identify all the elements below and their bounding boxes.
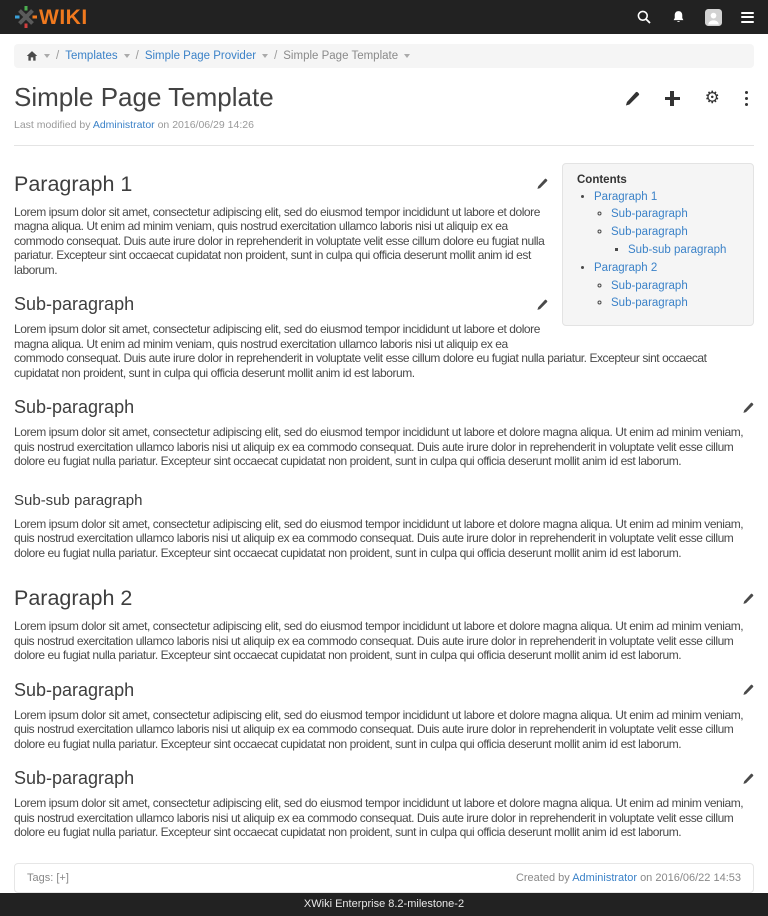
modified-date: on 2016/06/29 14:26 xyxy=(157,118,254,131)
add-tag-button[interactable]: [+] xyxy=(56,871,69,884)
create-page-button[interactable] xyxy=(665,91,680,106)
edit-section-button[interactable] xyxy=(536,178,548,190)
xwiki-wordmark: WIKI xyxy=(39,5,88,29)
toc-item xyxy=(611,206,745,224)
section-heading xyxy=(14,492,754,509)
content-section xyxy=(14,680,754,752)
breadcrumb-separator: / xyxy=(56,50,60,62)
chevron-down-icon[interactable] xyxy=(404,54,410,58)
section-title: Paragraph 1 xyxy=(14,171,133,196)
xwiki-asterisk-icon xyxy=(14,5,38,29)
content-section xyxy=(14,397,754,469)
pencil-icon xyxy=(742,593,754,605)
plus-icon xyxy=(665,91,680,106)
created-author-link[interactable]: Administrator xyxy=(572,871,637,884)
toc-item xyxy=(628,242,745,260)
contents-panel xyxy=(562,163,754,327)
top-navbar xyxy=(0,0,768,34)
section-title: Sub-sub paragraph xyxy=(14,491,143,509)
toc-item xyxy=(611,224,745,260)
last-modified-line xyxy=(14,119,754,131)
search-button[interactable] xyxy=(636,9,652,25)
edit-section-button[interactable] xyxy=(742,684,754,696)
document-footer xyxy=(14,863,754,893)
page-title: Simple Page Template xyxy=(14,82,274,112)
section-heading xyxy=(14,680,754,701)
section-paragraph: Lorem ipsum dolor sit amet, consectetur adipiscing elit, sed do eiusmod tempor incididunt ut labore et dolore magna aliqua. Ut enim ad minim veniam, quis nostrud exercitation ullamco laboris nisi ut aliquip ex ea commodo consequat. Duis aute irure dolor in reprehenderit in voluptate velit esse cillum dolore eu fugiat nulla pariatur. Excepteur sint occaecat cupidatat non proident, sunt in culpa qui officia deserunt mollit anim id est laborum. xyxy=(14,425,744,469)
section-paragraph: Lorem ipsum dolor sit amet, consectetur adipiscing elit, sed do eiusmod tempor incididunt ut labore et dolore magna aliqua. Ut enim ad minim veniam, quis nostrud exercitation ullamco laboris nisi ut aliquip ex ea commodo consequat. Duis aute irure dolor in reprehenderit in voluptate velit esse cillum dolore eu fugiat nulla pariatur. Excepteur sint occaecat cupidatat non proident, sunt in culpa qui officia deserunt mollit anim id est laborum. xyxy=(14,619,744,663)
content-section xyxy=(14,492,754,561)
home-icon xyxy=(26,50,38,62)
section-paragraph: Lorem ipsum dolor sit amet, consectetur adipiscing elit, sed do eiusmod tempor incididunt ut labore et dolore magna aliqua. Ut enim ad minim veniam, quis nostrud exercitation ullamco laboris nisi ut aliquip ex ea commodo consequat. Duis aute irure dolor in reprehenderit in voluptate velit esse cillum dolore eu fugiat nulla pariatur. Excepteur sint occaecat cupidatat non proident, sunt in culpa qui officia deserunt mollit anim id est laborum. xyxy=(14,796,744,840)
section-title: Sub-paragraph xyxy=(14,768,135,789)
user-avatar xyxy=(705,9,722,26)
toc-item xyxy=(611,295,745,313)
edit-section-button[interactable] xyxy=(742,773,754,785)
section-title: Sub-paragraph xyxy=(14,294,135,315)
edit-page-button[interactable] xyxy=(624,91,640,107)
tags-label: Tags: xyxy=(27,871,54,884)
profile-button[interactable] xyxy=(705,9,722,26)
chevron-down-icon[interactable] xyxy=(124,54,130,58)
section-heading xyxy=(14,397,754,418)
version-text: XWiki Enterprise 8.2-milestone-2 xyxy=(303,897,465,910)
modified-author-link[interactable]: Administrator xyxy=(92,118,155,131)
xwiki-logo[interactable] xyxy=(14,5,88,29)
pencil-icon xyxy=(742,684,754,696)
page-actions xyxy=(624,90,754,107)
edit-section-button[interactable] xyxy=(536,299,548,311)
breadcrumb-separator: / xyxy=(135,50,139,62)
toc-link-paragraph-1[interactable]: Paragraph 1 xyxy=(594,190,658,203)
toc-item xyxy=(611,278,745,296)
kebab-menu-icon xyxy=(745,91,748,106)
section-title: Sub-paragraph xyxy=(14,679,135,700)
pencil-icon xyxy=(536,299,548,311)
tags-area xyxy=(27,872,69,884)
section-heading xyxy=(14,768,754,789)
created-date: on 2016/06/22 14:53 xyxy=(640,871,741,884)
pencil-icon xyxy=(624,91,640,107)
toc-link-sub-paragraph[interactable]: Sub-paragraph xyxy=(611,208,688,221)
content-section xyxy=(14,768,754,840)
page-content xyxy=(0,146,768,850)
chevron-down-icon[interactable] xyxy=(262,54,268,58)
created-prefix: Created by xyxy=(515,871,570,884)
menu-button[interactable] xyxy=(741,12,754,23)
hamburger-icon xyxy=(741,12,754,23)
notifications-button[interactable] xyxy=(671,10,686,25)
section-title: Sub-paragraph xyxy=(14,397,135,418)
breadcrumb-separator: / xyxy=(274,50,278,62)
toc-item xyxy=(594,189,745,260)
toc-link-sub-paragraph[interactable]: Sub-paragraph xyxy=(611,279,688,292)
breadcrumb xyxy=(14,44,754,68)
section-paragraph: Lorem ipsum dolor sit amet, consectetur adipiscing elit, sed do eiusmod tempor incididunt ut labore et dolore magna aliqua. Ut enim ad minim veniam, quis nostrud exercitation ullamco laboris nisi ut aliquip ex ea commodo consequat. Duis aute irure dolor in reprehenderit in voluptate velit esse cillum dolore eu fugiat nulla pariatur. Excepteur sint occaecat cupidatat non proident, sunt in culpa qui officia deserunt mollit anim id est laborum. xyxy=(14,516,744,560)
contents-title: Contents xyxy=(577,173,627,186)
search-icon xyxy=(636,9,652,25)
toc-item xyxy=(594,260,745,313)
breadcrumb-home-link[interactable] xyxy=(26,50,38,62)
pencil-icon xyxy=(742,773,754,785)
section-heading xyxy=(14,294,548,315)
pencil-icon xyxy=(536,178,548,190)
pencil-icon xyxy=(742,402,754,414)
toc-link-sub-paragraph[interactable]: Sub-paragraph xyxy=(611,297,688,310)
created-line xyxy=(516,872,741,884)
section-heading xyxy=(14,172,548,197)
section-paragraph: Lorem ipsum dolor sit amet, consectetur adipiscing elit, sed do eiusmod tempor incididunt ut labore et dolore magna aliqua. Ut enim ad minim veniam, quis nostrud exercitation ullamco laboris nisi ut aliquip ex ea commodo consequat. Duis aute irure dolor in reprehenderit in voluptate velit esse cillum dolore eu fugiat nulla pariatur. Excepteur sint occaecat cupidatat non proident, sunt in culpa qui officia deserunt mollit anim id est laborum. xyxy=(14,322,707,380)
section-paragraph: Lorem ipsum dolor sit amet, consectetur adipiscing elit, sed do eiusmod tempor incididunt ut labore et dolore magna aliqua. Ut enim ad minim veniam, quis nostrud exercitation ullamco laboris nisi ut aliquip ex ea commodo consequat. Duis aute irure dolor in reprehenderit in voluptate velit esse cillum dolore eu fugiat nulla pariatur. Excepteur sint occaecat cupidatat non proident, sunt in culpa qui officia deserunt mollit anim id est laborum. xyxy=(14,707,744,751)
breadcrumb-item-templates[interactable]: Templates xyxy=(65,50,118,62)
chevron-down-icon[interactable] xyxy=(44,54,50,58)
toc-link-sub-sub-paragraph[interactable]: Sub-sub paragraph xyxy=(628,244,727,257)
gear-icon: ⚙ xyxy=(704,88,720,108)
bell-icon xyxy=(671,10,686,25)
breadcrumb-item-current: Simple Page Template xyxy=(283,50,399,62)
section-heading xyxy=(14,586,754,611)
edit-section-button[interactable] xyxy=(742,593,754,605)
settings-button[interactable] xyxy=(705,90,720,107)
version-bar xyxy=(0,893,768,916)
more-actions-button[interactable] xyxy=(745,91,748,106)
content-section xyxy=(14,586,754,663)
section-paragraph: Lorem ipsum dolor sit amet, consectetur adipiscing elit, sed do eiusmod tempor incididunt ut labore et dolore magna aliqua. Ut enim ad minim veniam, quis nostrud exercitation ullamco laboris nisi ut aliquip ex ea commodo consequat. Duis aute irure dolor in reprehenderit in voluptate velit esse cillum dolore eu fugiat nulla pariatur. Excepteur sint occaecat cupidatat non proident, sunt in culpa qui officia deserunt mollit anim id est laborum. xyxy=(14,204,545,277)
edit-section-button[interactable] xyxy=(742,402,754,414)
modified-prefix: Last modified by xyxy=(14,118,91,131)
breadcrumb-item-simple-page-provider[interactable]: Simple Page Provider xyxy=(144,50,257,62)
toc-link-sub-paragraph[interactable]: Sub-paragraph xyxy=(611,226,688,239)
section-title: Paragraph 2 xyxy=(14,586,133,611)
toc-link-paragraph-2[interactable]: Paragraph 2 xyxy=(594,261,658,274)
